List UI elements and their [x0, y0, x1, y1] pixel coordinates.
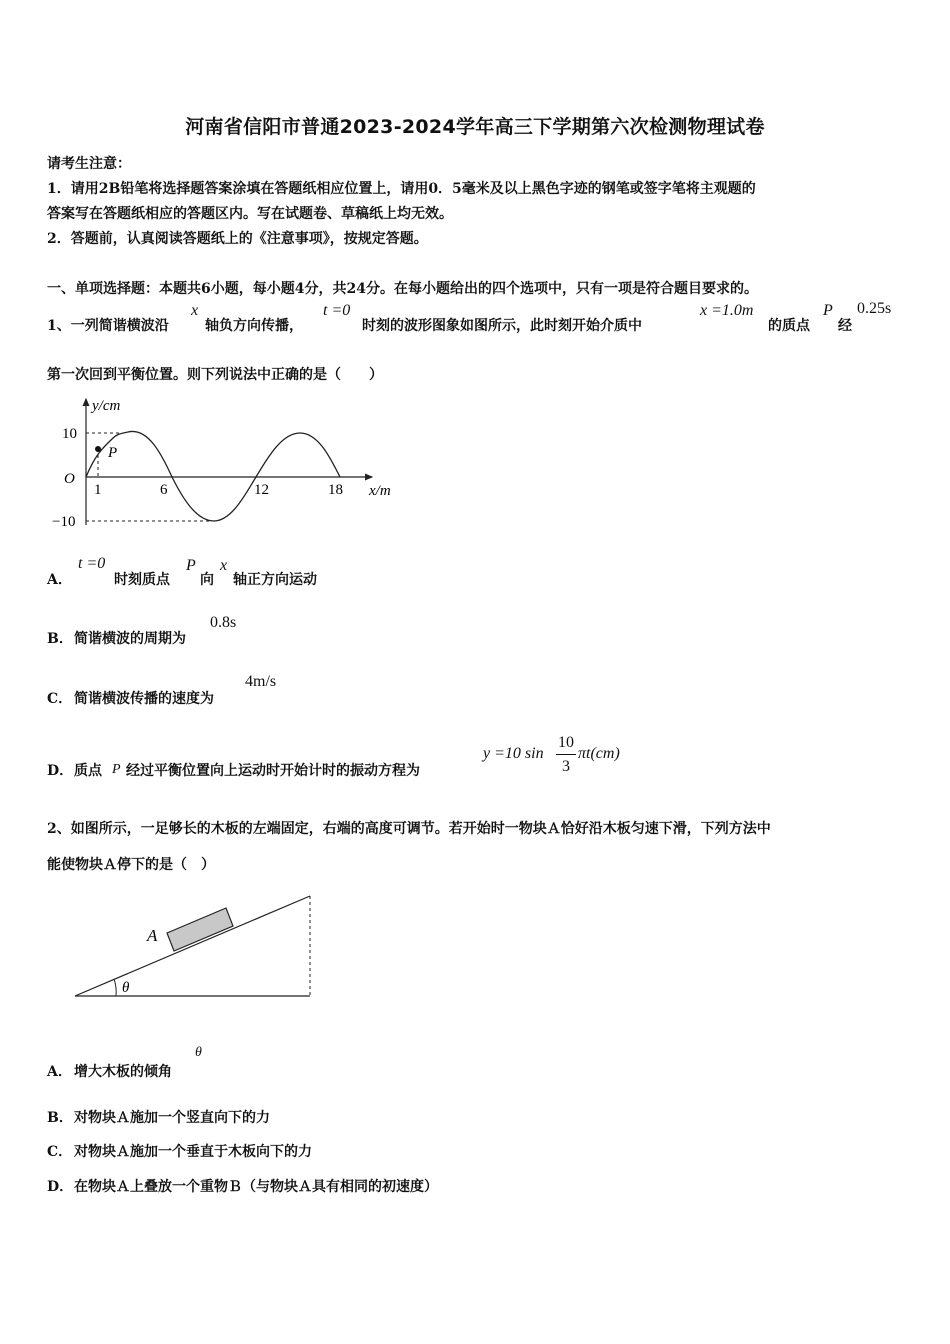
section-heading: 一、单项选择题：本题共6小题，每小题4分，共24分。在每小题给出的四个选项中，只有一项是符合题目要求的。: [47, 281, 758, 297]
q1-option-c-text: 简谐横波传播的速度为: [74, 691, 214, 707]
q1-option-c-label: C．: [47, 691, 73, 707]
q1-option-d-eq-den: 3: [562, 758, 570, 775]
notice-line-1b: 答案写在答题纸相应的答题区内。写在试题卷、草稿纸上均无效。: [47, 206, 453, 222]
q1-option-a-text-2: 向: [200, 572, 214, 588]
wave-graph: [46, 393, 406, 533]
q2-option-d-text: 在物块Ａ上叠放一个重物Ｂ（与物块Ａ具有相同的初速度）: [74, 1179, 438, 1195]
page-title: 河南省信阳市普通2023-2024学年高三下学期第六次检测物理试卷: [185, 116, 765, 138]
notice-line-1a: 1．请用2B铅笔将选择题答案涂填在答题纸相应位置上，请用0．5毫米及以上黑色字迹的钢笔或签字笔将主观题的: [47, 181, 756, 197]
q1-option-a-text-1: 时刻质点: [114, 572, 170, 588]
q1-option-d-text-1: 质点: [74, 763, 102, 779]
y-tick-10: 10: [62, 426, 77, 442]
q1-option-c-value: 4m/s: [245, 673, 277, 690]
q2-option-c-text: 对物块Ａ施加一个垂直于木板向下的力: [74, 1144, 312, 1160]
q1-text-line2: 第一次回到平衡位置。则下列说法中正确的是（ ）: [47, 367, 383, 383]
q1-text-2: 轴负方向传播，: [205, 318, 303, 334]
q1-option-d-text-2: 经过平衡位置向上运动时开始计时的振动方程为: [126, 763, 420, 779]
notice-heading: 请考生注意：: [47, 156, 131, 172]
q1-option-d-fraction-bar: [556, 754, 576, 755]
q1-text-5: 经: [838, 318, 852, 334]
notice-line-2: 2．答题前，认真阅读答题纸上的《注意事项》，按规定答题。: [47, 231, 428, 247]
q1-option-b-value: 0.8s: [210, 614, 237, 631]
q1-text-4: 的质点: [768, 318, 810, 334]
point-p-label: P: [108, 445, 118, 461]
x-tick-18: 18: [328, 482, 343, 498]
q1-option-a-text-3: 轴正方向运动: [233, 572, 317, 588]
q1-option-a-t0: t =0: [78, 555, 106, 572]
q2-option-a-text: 增大木板的倾角: [74, 1064, 172, 1080]
block-a: [167, 908, 233, 951]
q2-option-c-label: C．: [47, 1144, 73, 1160]
q1-option-d-label: D．: [47, 763, 74, 779]
q2-text-line1: 2、如图所示，一足够长的木板的左端固定，右端的高度可调节。若开始时一物块Ａ恰好沿木板匀速下滑，下列方法中: [47, 821, 771, 837]
q1-option-a-P: P: [186, 557, 196, 574]
q1-option-a-x: x: [220, 557, 228, 574]
q1-option-b-label: B．: [47, 631, 73, 647]
q1-text-3: 时刻的波形图象如图所示，此时刻开始介质中: [362, 318, 642, 334]
angle-label: θ: [122, 980, 130, 996]
q1-option-b-text: 简谐横波的周期为: [74, 631, 186, 647]
origin-label: O: [64, 471, 75, 487]
q1-option-d-eq-right: πt(cm): [578, 745, 620, 762]
q2-option-a-theta: θ: [195, 1045, 202, 1060]
q1-option-d-P: P: [112, 762, 121, 777]
x-tick-6: 6: [160, 482, 168, 498]
y-tick-neg10: −10: [52, 514, 76, 530]
q1-math-x: x: [191, 302, 199, 319]
q2-option-b-text: 对物块Ａ施加一个竖直向下的力: [74, 1110, 270, 1126]
incline-board: [75, 896, 310, 996]
q1-text-1: 1、一列简谐横波沿: [47, 318, 169, 334]
incline-figure: [70, 888, 320, 1003]
q1-option-d-eq-left: y =10 sin: [483, 745, 544, 762]
q1-math-time: 0.25s: [857, 300, 892, 317]
x-axis-label: x/m: [369, 483, 391, 499]
q1-option-a-label: A．: [47, 572, 72, 588]
q1-math-t0: t =0: [323, 302, 351, 319]
q1-option-d-eq-num: 10: [558, 734, 574, 751]
y-axis-label: y/cm: [92, 398, 121, 414]
q1-math-P: P: [823, 302, 833, 319]
block-a-label: A: [147, 926, 158, 945]
wave-curve: [86, 431, 340, 521]
q2-text-line2: 能使物块Ａ停下的是（ ）: [47, 857, 215, 873]
angle-arc: [114, 979, 116, 996]
q2-option-a-label: A．: [47, 1064, 72, 1080]
q1-math-x1: x =1.0m: [700, 302, 754, 319]
q2-option-b-label: B．: [47, 1110, 73, 1126]
q2-option-d-label: D．: [47, 1179, 74, 1195]
point-p: [95, 446, 101, 452]
x-tick-1: 1: [94, 482, 102, 498]
x-tick-12: 12: [254, 482, 269, 498]
